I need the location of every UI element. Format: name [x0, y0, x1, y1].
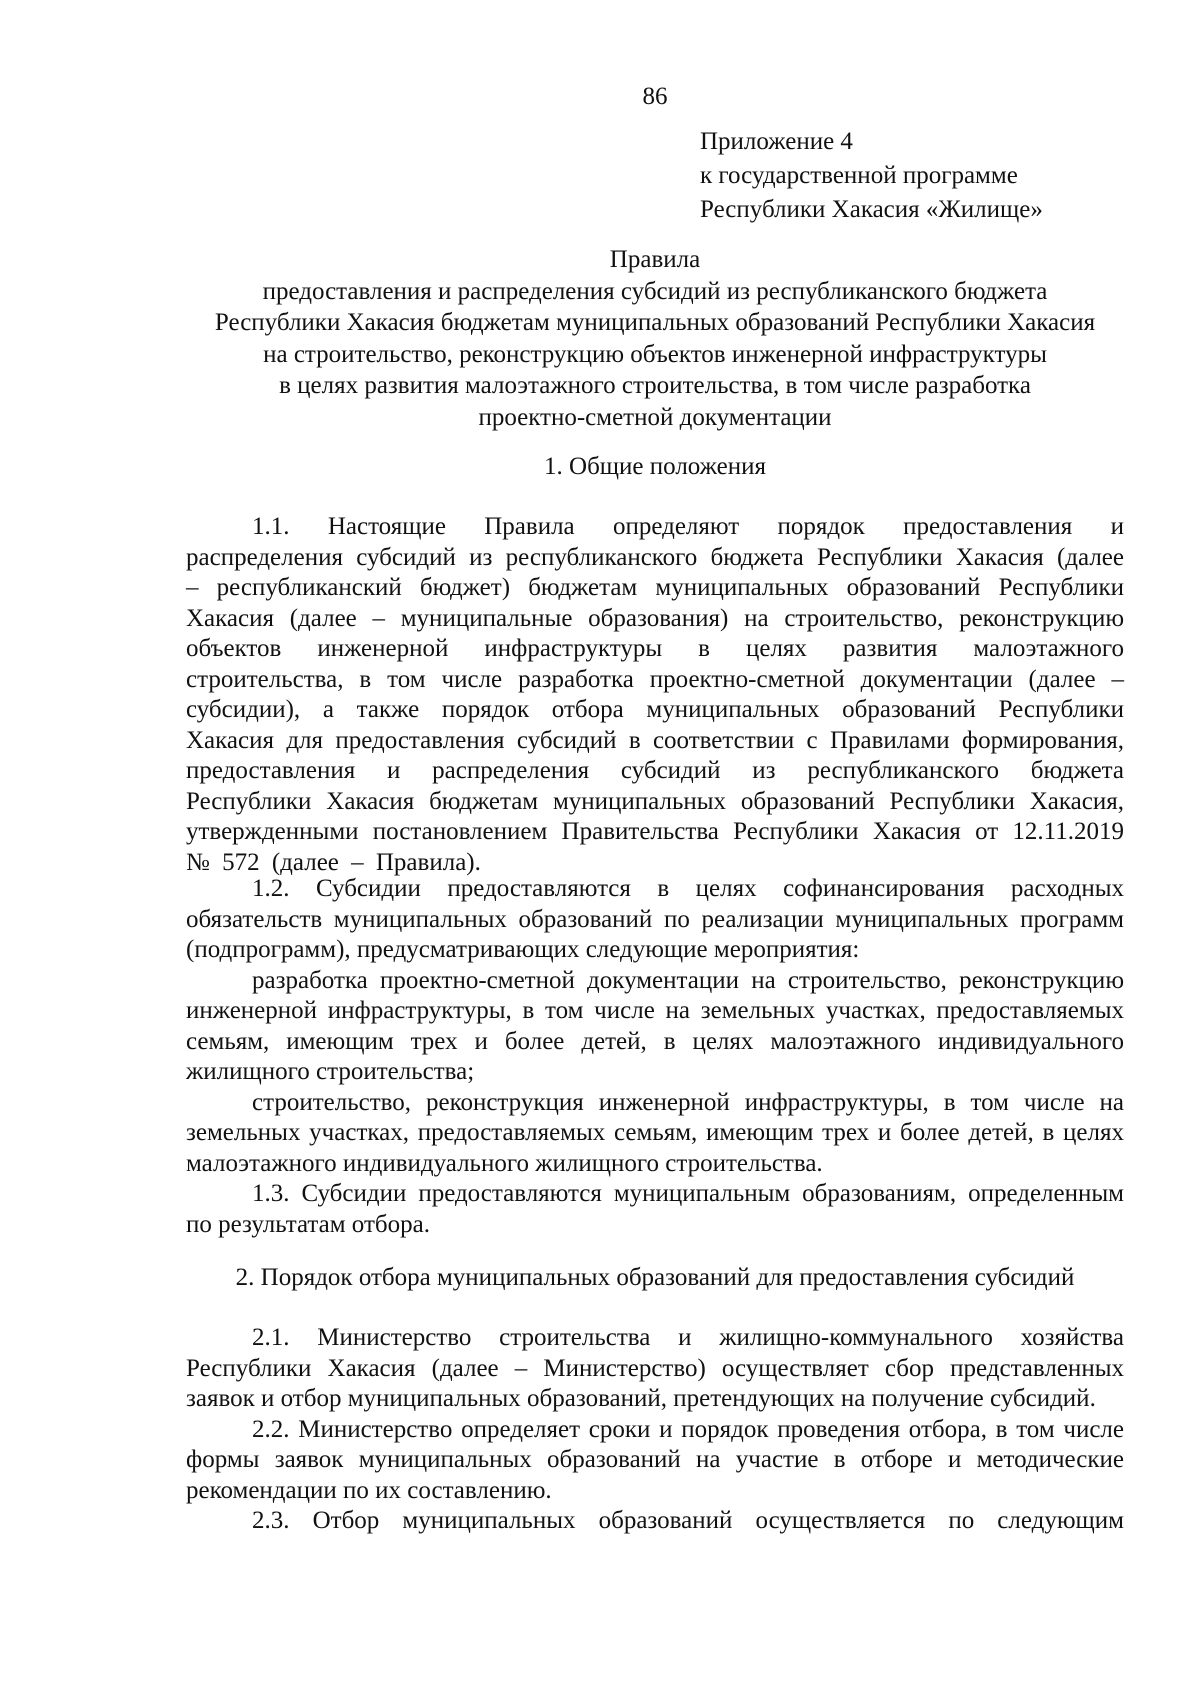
title-line-3: на строительство, реконструкцию объектов инженерной инфраструктуры — [263, 340, 1047, 368]
paragraph-2-2: 2.2. Министерство определяет сроки и порядок проведения отбора, в том числе формы заявок муниципальных образований на участие в отборе и методические рекомендации по их составлению. — [186, 1415, 1124, 1504]
title-line-1: предоставления и распределения субсидий из республиканского бюджета — [262, 277, 1048, 305]
section-1-paragraph-1-1 — [186, 512, 1124, 878]
appendix-header — [700, 125, 1140, 227]
title-line-2: Республики Хакасия бюджетам муниципальных образований Республики Хакасия — [214, 309, 1096, 336]
paragraph-1-2-item-b: строительство, реконструкция инженерной инфраструктуры, в том числе на земельных участках, предоставляемых семьям, имеющим трех и более детей, в целях малоэтажного индивидуального жилищного строительства. — [186, 1088, 1124, 1177]
paragraph-1-1: 1.1. Настоящие Правила определяют порядок предоставления и распределения субсидий из республиканского бюджета Республики Хакасия (далее – республиканский бюджет) бюджетам муниципальных образований Республики Хакасия (далее – муниципальные образования) на строительство, реконструкцию объектов инженерной инфраструктуры в целях развития малоэтажного строительства, в том числе разработка проектно-сметной документации (далее – субсидии), а также порядок отбора муниципальных образований Республики Хакасия для предоставления субсидий в соответствии с Правилами формирования, предоставления и распределения субсидий из республиканского бюджета Республики Хакасия бюджетам муниципальных образований Республики Хакасия, утвержденными постановлением Правительства Республики Хакасия от 12.11.2019 № 572 (далее – Правила). — [186, 513, 1124, 876]
paragraph-1-2: 1.2. Субсидии предоставляются в целях софинансирования расходных обязательств муниципальных образований по реализации муниципальных программ (подпрограмм), предусматривающих следующие мероприятия: — [186, 875, 1124, 963]
title-line-4: в целях развития малоэтажного строительства, в том числе разработка — [279, 372, 1031, 399]
title-line-5: проектно-сметной документации — [478, 403, 832, 431]
paragraph-2-3: 2.3. Отбор муниципальных образований осуществляется по следующим — [252, 1507, 1124, 1534]
section-2-heading: 2. Порядок отбора муниципальных образований для предоставления субсидий — [235, 1264, 1075, 1291]
section-1-heading: 1. Общие положения — [544, 453, 766, 480]
title-word: Правила — [609, 246, 701, 273]
page-number: 86 — [642, 83, 668, 110]
paragraph-2-1: 2.1. Министерство строительства и жилищно-коммунального хозяйства Республики Хакасия (далее – Министерство) осуществляет сбор представленных заявок и отбор муниципальных образований, претендующих на получение субсидий. — [186, 1324, 1124, 1412]
appendix-line-1: Приложение 4 — [700, 128, 853, 155]
section-2-paragraphs — [186, 1323, 1124, 1537]
paragraph-1-2-item-a: разработка проектно-сметной документации на строительство, реконструкцию инженерной инфраструктуры, в том числе на земельных участках, предоставляемых семьям, имеющим трех и более детей, в целях малоэтажного индивидуального жилищного строительства; — [186, 966, 1124, 1085]
section-1-paragraphs-1-2-to-1-3 — [186, 874, 1124, 1240]
appendix-line-3: Республики Хакасия «Жилище» — [700, 196, 1043, 223]
document-title — [185, 244, 1125, 433]
paragraph-1-3: 1.3. Субсидии предоставляются муниципальным образованиям, определенным по результатам отбора. — [186, 1180, 1124, 1238]
appendix-line-2: к государственной программе — [700, 162, 1018, 189]
